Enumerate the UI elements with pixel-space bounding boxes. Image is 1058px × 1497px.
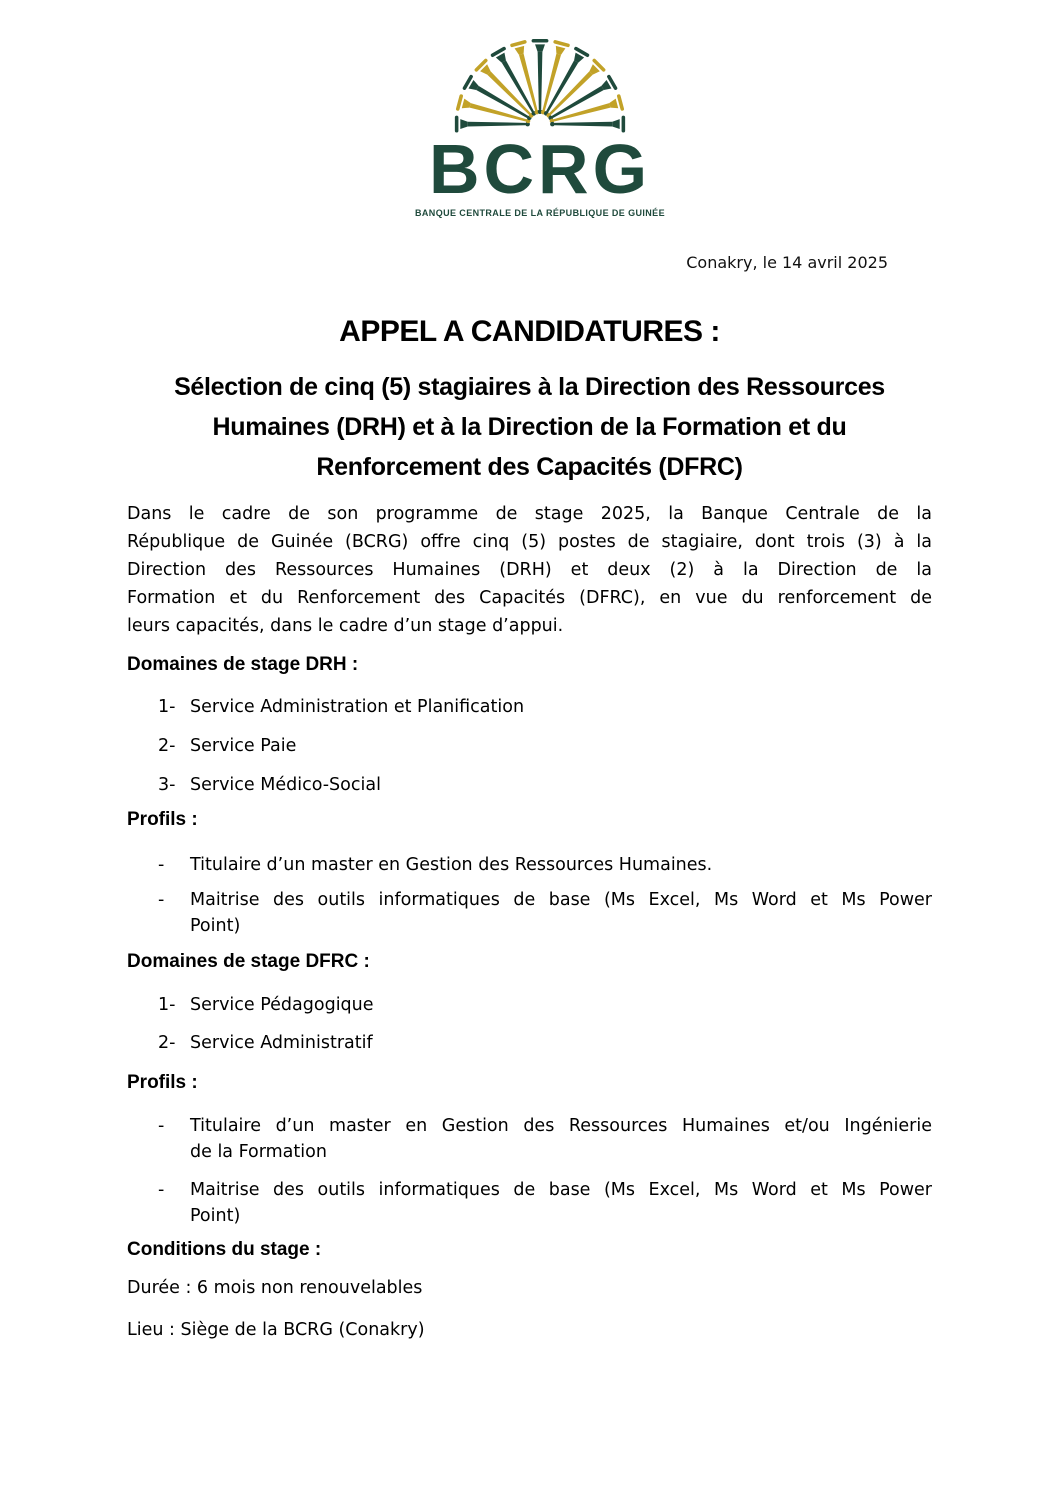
list-item-text: Maitrise des outils informatiques de base (Ms Excel, Ms Word et Ms Power Point)	[190, 890, 932, 936]
intro-line: Dans le cadre de son programme de stage 2025, la Banque Centrale de la	[127, 504, 932, 524]
list-item-text: Service Administratif	[190, 1033, 373, 1053]
subtitle-line: Humaines (DRH) et à la Direction de la Formation et du	[212, 413, 847, 441]
list-item	[127, 1030, 932, 1056]
list-item-text: Service Administration et Planification	[190, 697, 525, 717]
subtitle	[127, 367, 932, 487]
condition-lieu: Lieu : Siège de la BCRG (Conakry)	[127, 1320, 425, 1340]
section-heading-drh: Domaines de stage DRH :	[127, 654, 359, 675]
list-item	[127, 1177, 932, 1229]
section-heading-profils-dfrc: Profils :	[127, 1072, 198, 1093]
dateline: Conakry, le 14 avril 2025	[686, 253, 888, 272]
bcrg-logo-fan-icon	[443, 34, 637, 133]
list-item	[127, 1113, 932, 1165]
list-item	[127, 992, 932, 1018]
section-heading-dfrc: Domaines de stage DFRC :	[127, 951, 370, 972]
condition-duree: Durée : 6 mois non renouvelables	[127, 1278, 423, 1298]
list-item-text: Titulaire d’un master en Gestion des Ressources Humaines.	[190, 855, 713, 875]
intro-line: leurs capacités, dans le cadre d’un stage d’appui.	[127, 616, 564, 636]
intro-paragraph	[127, 500, 932, 640]
list-item	[127, 772, 932, 798]
intro-line: République de Guinée (BCRG) offre cinq (5) postes de stagiaire, dont trois (3) à la	[127, 532, 932, 552]
list-marker: 2-	[158, 736, 176, 756]
section-heading-profils-drh: Profils :	[127, 809, 198, 830]
bcrg-logo-wordmark: BCRG	[428, 130, 652, 208]
list-item-text: Maitrise des outils informatiques de base (Ms Excel, Ms Word et Ms Power Point)	[190, 1180, 932, 1226]
list-item	[127, 733, 932, 759]
list-marker: -	[158, 1116, 165, 1136]
list-marker: -	[158, 855, 165, 875]
intro-line: Direction des Ressources Humaines (DRH) et deux (2) à la Direction de la	[127, 560, 932, 580]
list-marker: 1-	[158, 697, 176, 717]
list-marker: 3-	[158, 775, 176, 795]
list-marker: -	[158, 890, 165, 910]
list-item-text: Service Pédagogique	[190, 995, 374, 1015]
bcrg-logo-tagline: BANQUE CENTRALE DE LA RÉPUBLIQUE DE GUINÉE	[415, 208, 665, 218]
section-heading-conditions: Conditions du stage :	[127, 1239, 322, 1260]
list-item-text: Titulaire d’un master en Gestion des Ressources Humaines et/ou Ingénierie de la Formation	[190, 1116, 932, 1162]
subtitle-line: Renforcement des Capacités (DFRC)	[316, 453, 743, 481]
bcrg-logo	[11, 0, 1058, 218]
list-marker: 2-	[158, 1033, 176, 1053]
subtitle-line: Sélection de cinq (5) stagiaires à la Direction des Ressources	[174, 373, 885, 401]
document-body	[127, 500, 932, 1343]
intro-line: Formation et du Renforcement des Capacités (DFRC), en vue du renforcement de	[127, 588, 932, 608]
list-item-text: Service Paie	[190, 736, 297, 756]
page-title: APPEL A CANDIDATURES :	[339, 315, 720, 348]
list-item-text: Service Médico-Social	[190, 775, 381, 795]
list-marker: 1-	[158, 995, 176, 1015]
list-marker: -	[158, 1180, 165, 1200]
list-item	[127, 852, 932, 878]
list-item	[127, 887, 932, 939]
list-item	[127, 694, 932, 720]
